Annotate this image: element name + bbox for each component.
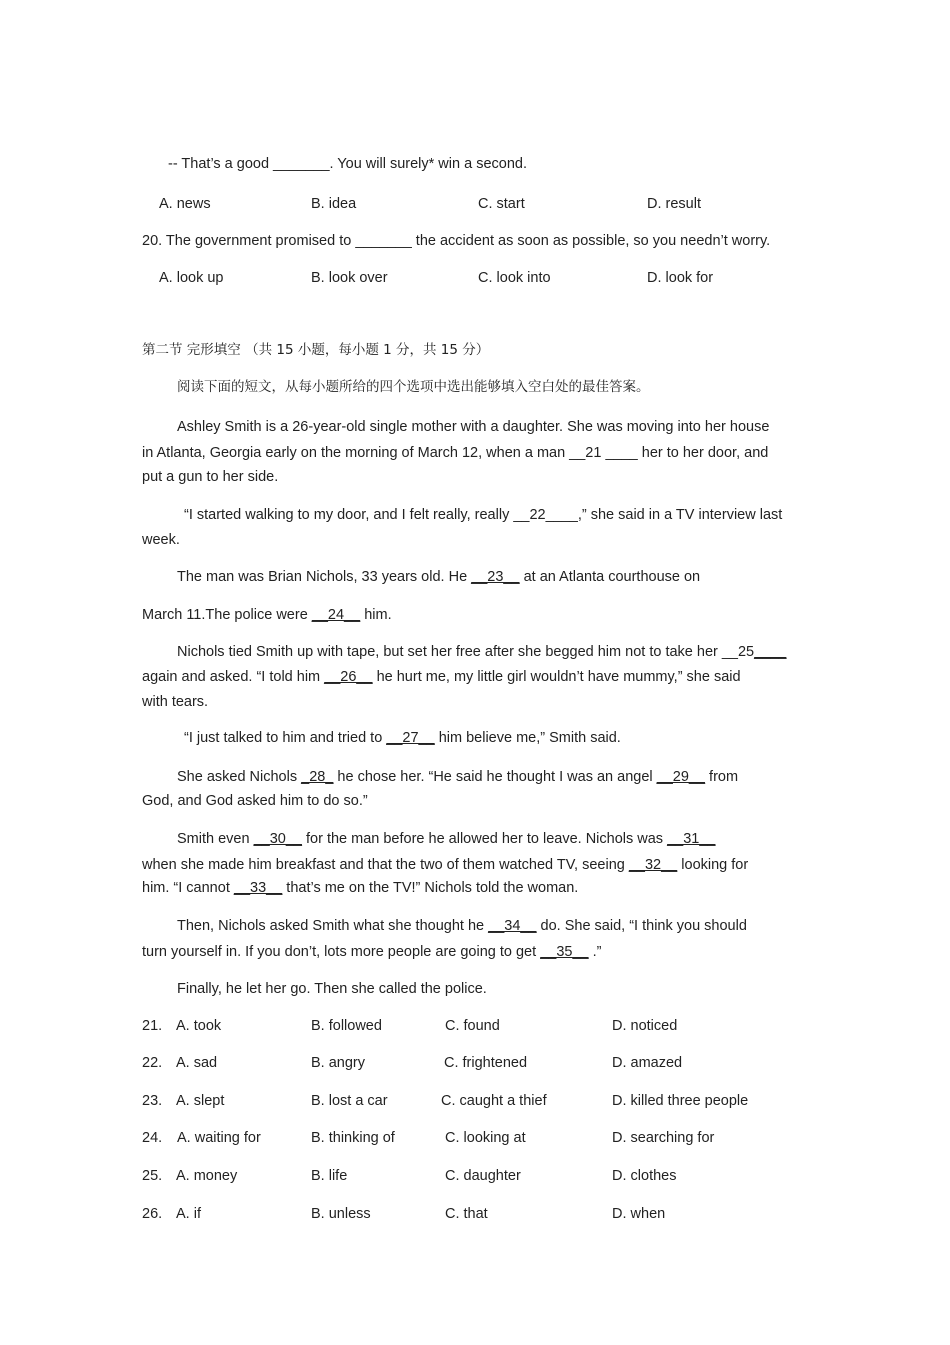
q19-option-c: C. start [478, 196, 525, 212]
answer-num: 21. [142, 1018, 163, 1034]
answer-num: 22. [142, 1055, 163, 1071]
blank-35: __35__ [540, 944, 589, 960]
answer-option-d: D. when [612, 1206, 666, 1222]
passage-p8-line2: turn yourself in. If you don’t, lots more people are going to get __35__ .” [142, 944, 602, 960]
passage-p6-line2: God, and God asked him to do so.” [142, 793, 368, 809]
q20-stem: 20. The government promised to _______ the accident as soon as possible, so you needn’t worry. [142, 233, 771, 249]
passage-p4-line3: with tears. [142, 694, 209, 710]
passage-p8-line1: Then, Nichols asked Smith what she thought he __34__ do. She said, “I think you should [177, 918, 747, 934]
q20-option-d: D. look for [647, 270, 714, 286]
blank-31: __31__ [667, 831, 716, 847]
blank-30: __30__ [253, 831, 302, 847]
answer-option-b: B. lost a car [311, 1093, 388, 1109]
blank-23: __23__ [471, 569, 520, 585]
blank-33: __33__ [233, 880, 283, 896]
answer-option-c: C. frightened [444, 1055, 528, 1071]
q19-option-a: A. news [159, 196, 211, 212]
q19-option-d: D. result [647, 196, 701, 212]
answer-option-a: A. took [176, 1018, 222, 1034]
answer-option-b: B. followed [311, 1018, 382, 1034]
answer-option-c: C. found [445, 1018, 500, 1034]
answer-option-a: A. sad [176, 1055, 218, 1071]
answer-option-b: B. thinking of [311, 1130, 395, 1146]
answer-option-d: D. killed three people [612, 1093, 749, 1109]
answer-option-c: C. that [445, 1206, 488, 1222]
answer-option-c: C. caught a thief [441, 1093, 547, 1109]
answer-option-d: D. clothes [612, 1168, 677, 1184]
passage-p3-line1: The man was Brian Nichols, 33 years old. He __23__ at an Atlanta courthouse on [177, 569, 701, 585]
q19-stem: -- That’s a good _______. You will surely* win a second. [168, 156, 527, 172]
section-heading: 第二节 完形填空 （共 15 小题，每小题 1 分，共 15 分） [142, 342, 490, 358]
q20-option-b: B. look over [311, 270, 388, 286]
answer-num: 25. [142, 1168, 163, 1184]
blank-25: ____ [754, 644, 787, 660]
passage-p1-line3: put a gun to her side. [142, 469, 279, 485]
passage-p2-line2: week. [142, 532, 180, 548]
answer-num: 24. [142, 1130, 163, 1146]
answer-num: 23. [142, 1093, 163, 1109]
answer-option-b: B. angry [311, 1055, 365, 1071]
answer-num: 26. [142, 1206, 163, 1222]
blank-24: __24__ [311, 607, 361, 623]
q19-option-b: B. idea [311, 196, 357, 212]
passage-p6-line1: She asked Nichols _28_ he chose her. “He said he thought I was an angel __29__ from [177, 769, 739, 785]
answer-option-d: D. searching for [612, 1130, 715, 1146]
blank-29: __29__ [656, 769, 706, 785]
passage-p1-line2: in Atlanta, Georgia early on the morning of March 12, when a man __21 ____ her to her door, and [142, 445, 769, 461]
passage-p7-line1: Smith even __30__ for the man before he allowed her to leave. Nichols was __31__ [177, 831, 716, 847]
blank-32: __32__ [628, 857, 678, 873]
passage-p9: Finally, he let her go. Then she called the police. [177, 981, 487, 997]
passage-p7-line2: when she made him breakfast and that the two of them watched TV, seeing __32__ looking for [142, 857, 749, 873]
answer-option-c: C. looking at [445, 1130, 526, 1146]
answer-option-d: D. noticed [612, 1018, 678, 1034]
q20-option-a: A. look up [159, 270, 224, 286]
answer-option-b: B. life [311, 1168, 348, 1184]
section-instruction: 阅读下面的短文，从每小题所给的四个选项中选出能够填入空白处的最佳答案。 [177, 379, 650, 395]
answer-option-a: A. slept [176, 1093, 225, 1109]
answer-option-a: A. waiting for [177, 1130, 261, 1146]
blank-26: __26__ [324, 669, 373, 685]
passage-p3-line2: March 11.The police were __24__ him. [142, 607, 392, 623]
answer-option-a: A. if [176, 1206, 201, 1222]
answer-option-c: C. daughter [445, 1168, 521, 1184]
passage-p4-line2: again and asked. “I told him __26__ he hurt me, my little girl wouldn’t have mummy,” she said [142, 669, 741, 685]
answer-option-b: B. unless [311, 1206, 371, 1222]
answer-option-a: A. money [176, 1168, 238, 1184]
blank-28: _28_ [301, 769, 334, 785]
passage-p4-line1: Nichols tied Smith up with tape, but set her free after she begged him not to take her __25____ [177, 644, 787, 660]
answer-option-d: D. amazed [612, 1055, 683, 1071]
passage-p1-line1: Ashley Smith is a 26-year-old single mother with a daughter. She was moving into her house [177, 419, 770, 435]
blank-34: __34__ [488, 918, 537, 934]
passage-p5-line1: “I just talked to him and tried to __27__ him believe me,” Smith said. [184, 730, 621, 746]
passage-p2-line1: “I started walking to my door, and I felt really, really __22____,” she said in a TV interview last [184, 507, 783, 523]
passage-p7-line3: him. “I cannot __33__ that’s me on the TV!” Nichols told the woman. [142, 880, 579, 896]
blank-27: __27__ [386, 730, 435, 746]
q20-option-c: C. look into [478, 270, 551, 286]
